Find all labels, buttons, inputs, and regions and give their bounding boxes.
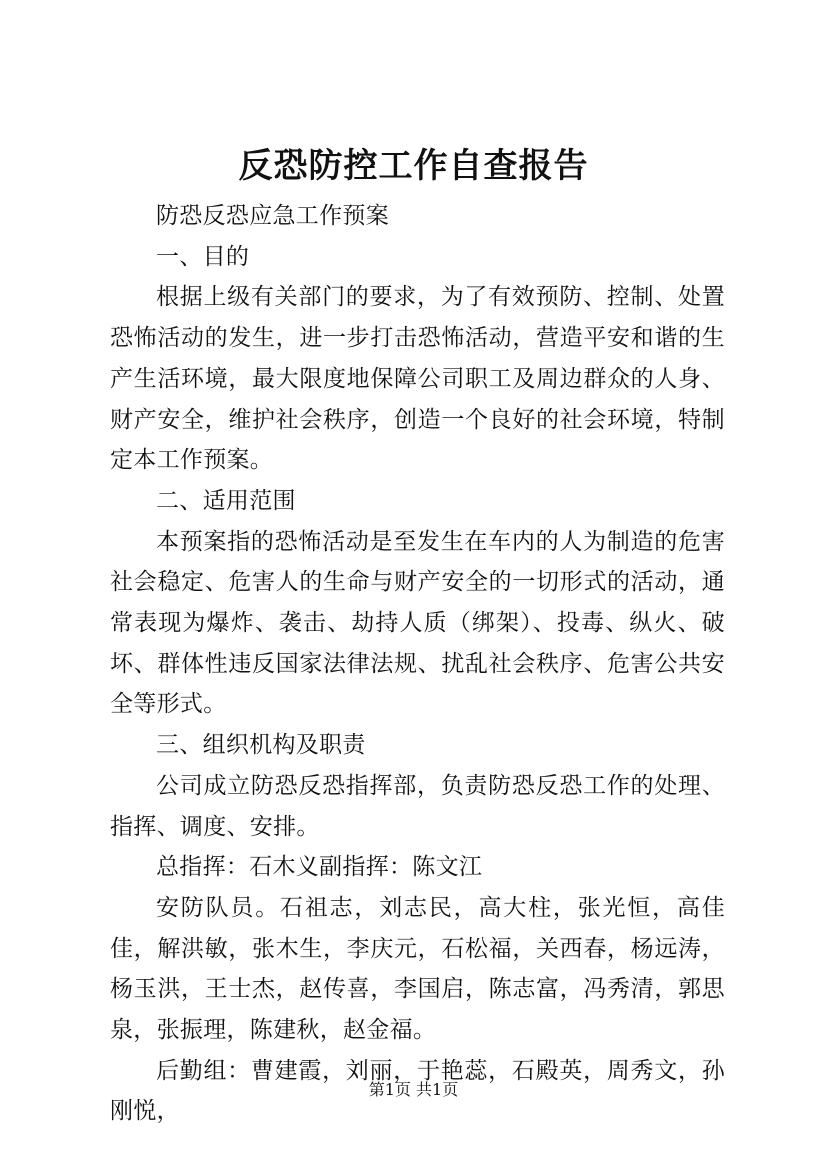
page-number: 第1页 共1页 xyxy=(368,1080,459,1099)
section-scope-heading: 二、适用范围 xyxy=(156,487,296,514)
document-body xyxy=(110,196,725,1132)
security-team-paragraph: 安防队员。石祖志，刘志民，高大柱，张光恒，高佳佳，解洪敏，张木生，李庆元，石松福，关西春，杨远涛，杨玉洪，王士杰，赵传喜，李国启，陈志富，冯秀清，郭思泉，张振理，陈建秋，赵金福。 xyxy=(110,894,725,1044)
scope-paragraph: 本预案指的恐怖活动是至发生在车内的人为制造的危害社会稳定、危害人的生命与财产安全的一切形式的活动，通常表现为爆炸、袭击、劫持人质（绑架）、投毒、纵火、破坏、群体性违反国家法律法规、扰乱社会秩序、危害公共安全等形式。 xyxy=(110,528,725,718)
page-title: 反恐防控工作自查报告 xyxy=(238,146,589,186)
logistics-team-paragraph: 后勤组：曹建霞，刘丽，于艳蕊，石殿英，周秀文，孙刚悦， xyxy=(110,1057,725,1125)
purpose-paragraph: 根据上级有关部门的要求，为了有效预防、控制、处置恐怖活动的发生，进一步打击恐怖活动，营造平安和谐的生产生活环境，最大限度地保障公司职工及周边群众的人身、财产安全，维护社会秩序，创造一个良好的社会环境，特制定本工作预案。 xyxy=(110,284,725,474)
section-purpose-heading: 一、目的 xyxy=(156,243,250,270)
section-organization-heading: 三、组织机构及职责 xyxy=(156,732,366,759)
commander-line: 总指挥：石木义副指挥：陈文江 xyxy=(156,854,483,881)
plan-heading: 防恐反恐应急工作预案 xyxy=(156,203,389,229)
organization-paragraph: 公司成立防恐反恐指挥部，负责防恐反恐工作的处理、指挥、调度、安排。 xyxy=(110,772,725,840)
